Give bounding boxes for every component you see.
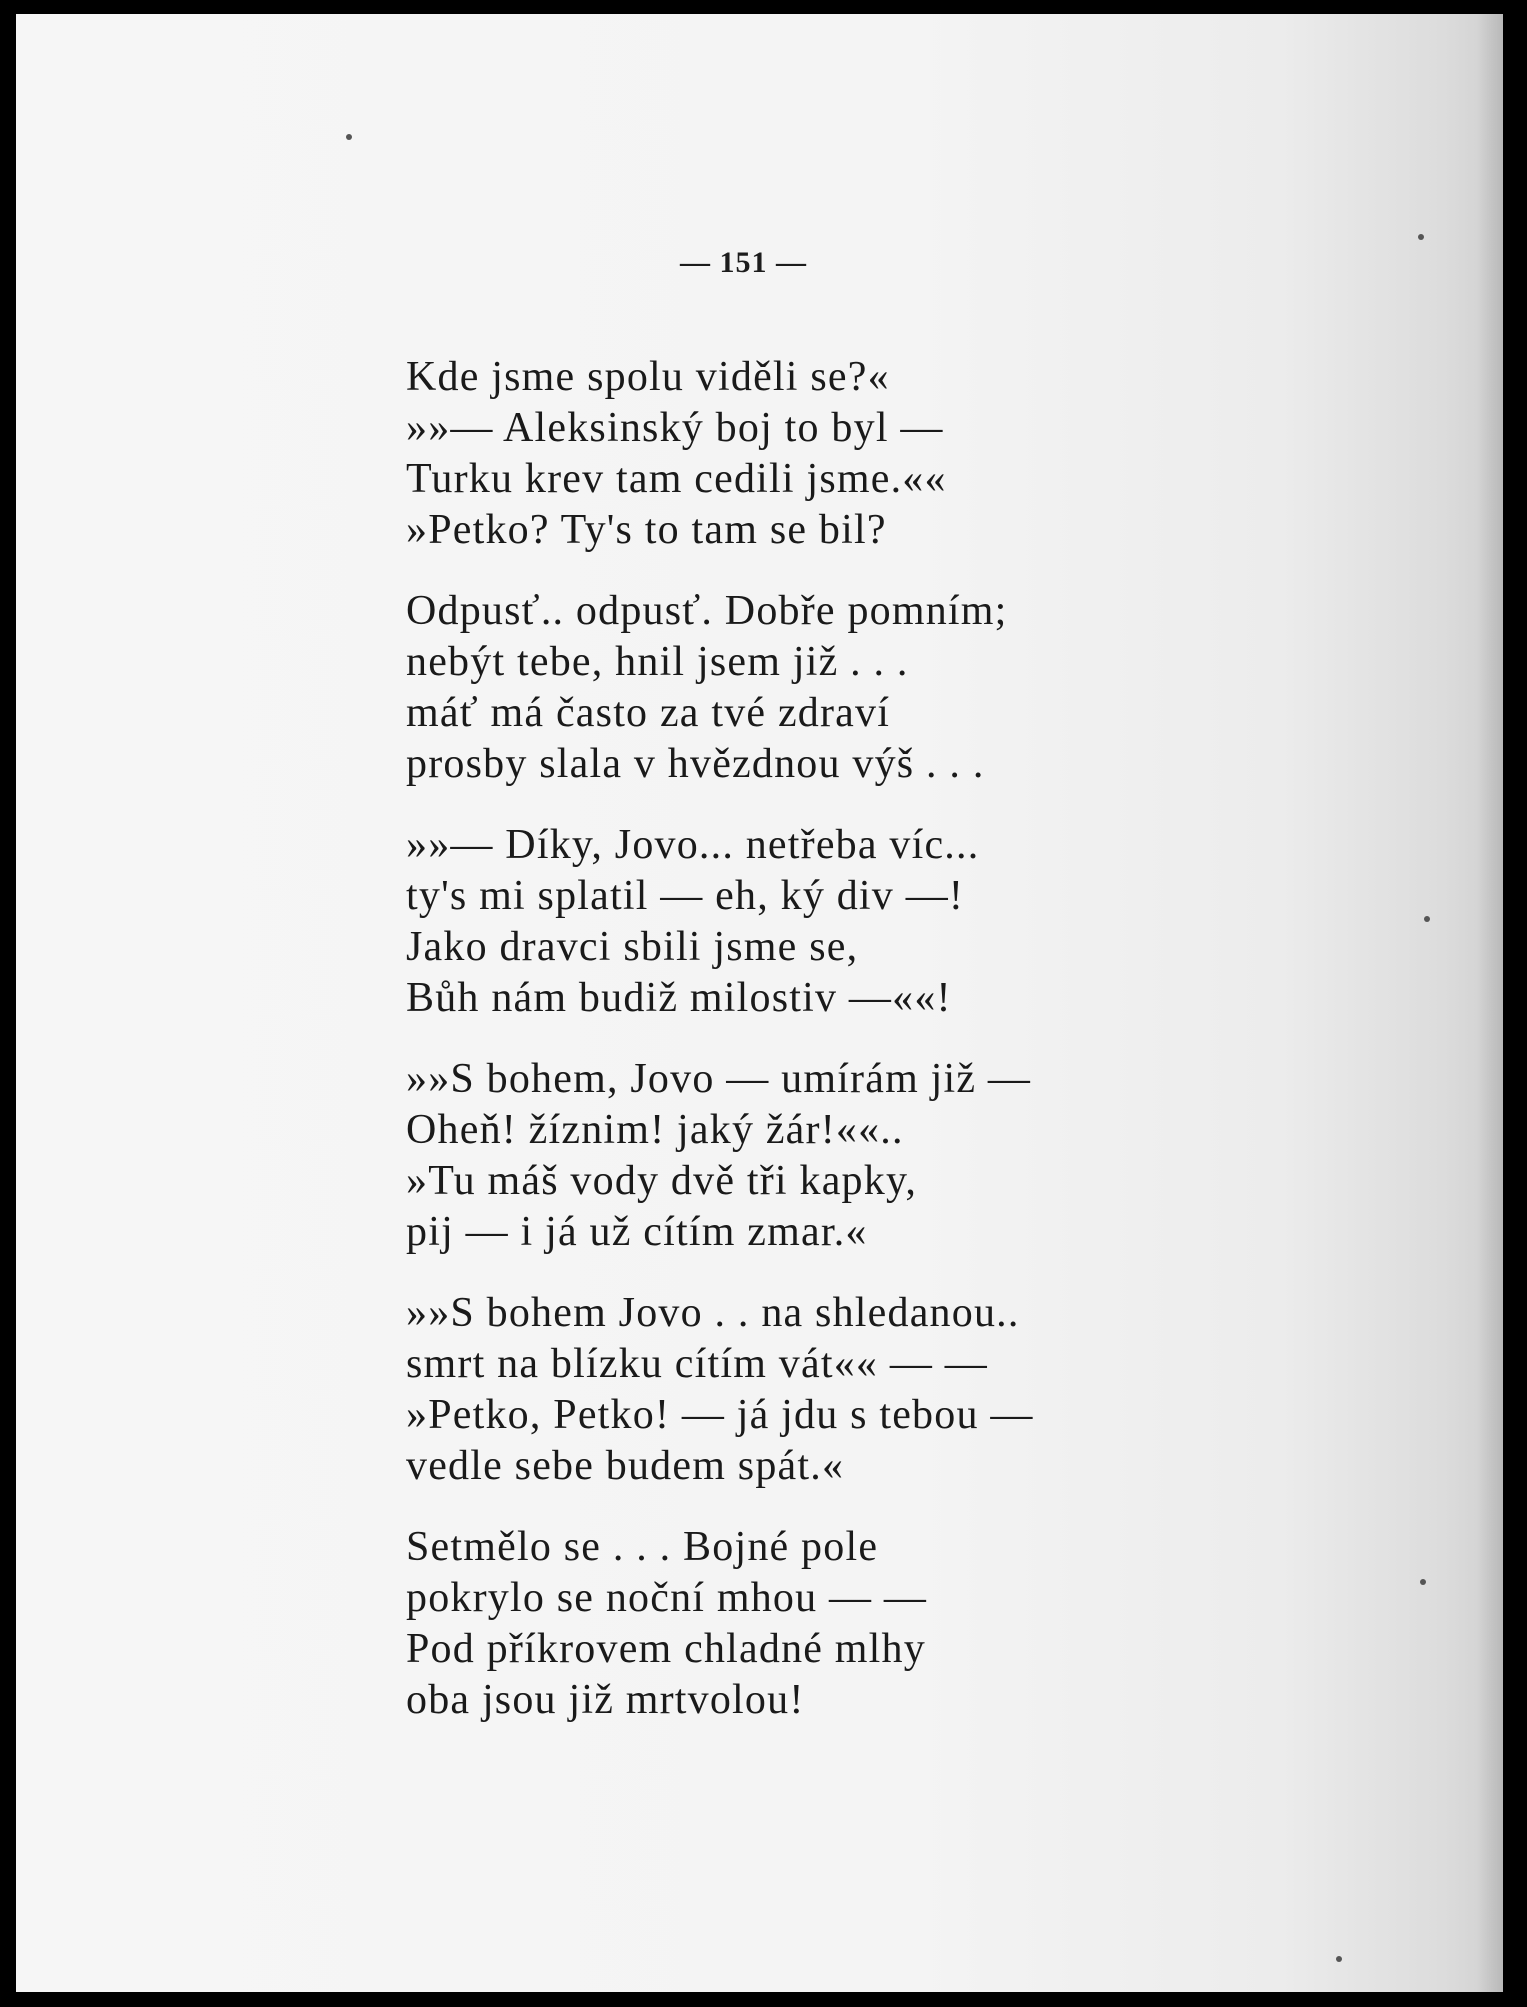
poem-line: »»— Aleksinský boj to byl — <box>406 405 944 451</box>
ink-speck <box>1418 234 1424 240</box>
poem-line: »Tu máš vody dvě tři kapky, <box>406 1158 918 1204</box>
poem-line: Kde jsme spolu viděli se?« <box>406 354 890 400</box>
stanza-2 <box>406 586 1126 790</box>
book-page <box>16 14 1503 1992</box>
ink-speck <box>346 134 352 140</box>
poem <box>406 352 1126 1756</box>
poem-line: Oheň! žíznim! jaký žár!««.. <box>406 1107 904 1153</box>
stanza-5 <box>406 1288 1126 1492</box>
poem-line: oba jsou již mrtvolou! <box>406 1677 805 1723</box>
poem-line: »»S bohem Jovo . . na shledanou.. <box>406 1290 1020 1336</box>
poem-line: Bůh nám budiž milostiv —««! <box>406 975 952 1021</box>
stanza-6 <box>406 1522 1126 1726</box>
poem-line: pij — i já už cítím zmar.« <box>406 1209 868 1255</box>
poem-line: Odpusť.. odpusť. Dobře pomním; <box>406 588 1008 634</box>
stanza-3 <box>406 820 1126 1024</box>
stanza-1 <box>406 352 1126 556</box>
page-edge-shadow <box>1477 14 1503 1992</box>
poem-line: vedle sebe budem spát.« <box>406 1443 845 1489</box>
poem-line: »»S bohem, Jovo — umírám již — <box>406 1056 1032 1102</box>
poem-line: máť má často za tvé zdraví <box>406 690 891 736</box>
poem-line: »Petko? Ty's to tam se bil? <box>406 507 887 553</box>
poem-line: Jako dravci sbili jsme se, <box>406 924 859 970</box>
poem-line: prosby slala v hvězdnou výš . . . <box>406 741 985 787</box>
poem-line: ty's mi splatil — eh, ký div —! <box>406 873 965 919</box>
poem-line: »Petko, Petko! — já jdu s tebou — <box>406 1392 1034 1438</box>
poem-line: Pod příkrovem chladné mlhy <box>406 1626 926 1672</box>
ink-speck <box>1424 916 1430 922</box>
poem-line: nebýt tebe, hnil jsem již . . . <box>406 639 909 685</box>
poem-line: Setmělo se . . . Bojné pole <box>406 1524 879 1570</box>
poem-line: smrt na blízku cítím vát«« — — <box>406 1341 988 1387</box>
ink-speck <box>1420 1579 1426 1585</box>
page-number: — 151 — <box>680 246 807 279</box>
poem-line: Turku krev tam cedili jsme.«« <box>406 456 947 502</box>
poem-line: pokrylo se noční mhou — — <box>406 1575 928 1621</box>
poem-line: »»— Díky, Jovo... netřeba víc... <box>406 822 980 868</box>
stanza-4 <box>406 1054 1126 1258</box>
ink-speck <box>1336 1956 1342 1962</box>
